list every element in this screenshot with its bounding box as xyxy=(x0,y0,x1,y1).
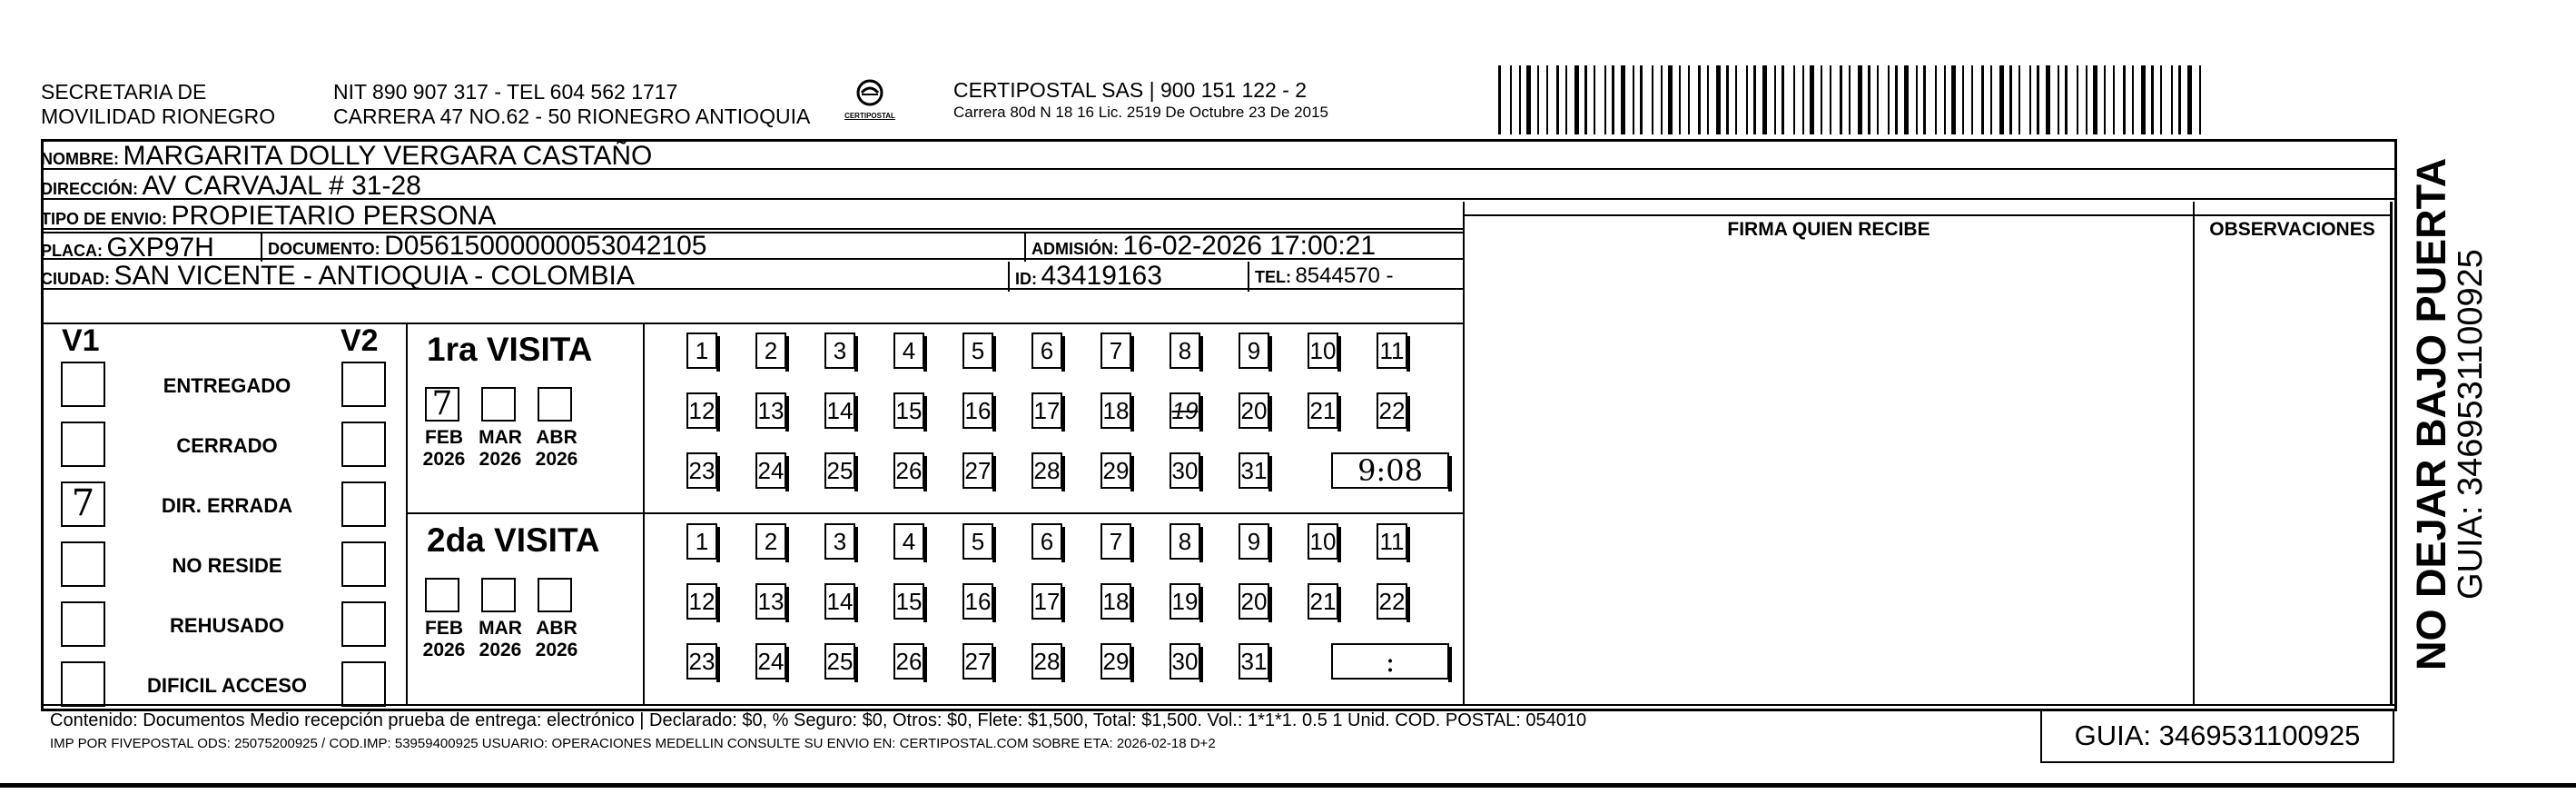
nit-line: NIT 890 907 317 - TEL 604 562 1717 xyxy=(333,80,678,104)
day-box[interactable]: 12 xyxy=(686,583,717,620)
visit1-title: 1ra VISITA xyxy=(427,331,593,368)
status-divider xyxy=(406,324,408,704)
day-box[interactable]: 1 xyxy=(686,523,717,560)
day-box[interactable]: 19 xyxy=(1170,392,1200,429)
day-box[interactable]: 10 xyxy=(1308,332,1338,369)
documento-cell xyxy=(261,232,706,262)
placa-label: PLACA: xyxy=(41,242,103,260)
footer-line-2: IMP POR FIVEPOSTAL ODS: 25075200925 / COD.IMP: 53959400925 USUARIO: OPERACIONES MEDELLIN CONSULTE SU ENVIO EN: CERTIPOSTAL.COM SOBRE ETA: 2026-02-18 D+2 xyxy=(50,736,1216,751)
visit2-title: 2da VISITA xyxy=(427,521,600,559)
signature-area[interactable] xyxy=(1465,245,2193,704)
day-box[interactable]: 31 xyxy=(1239,452,1269,489)
days-divider xyxy=(643,324,645,704)
status-v2-checkbox[interactable] xyxy=(341,601,386,647)
status-v1-checkbox[interactable] xyxy=(61,362,105,407)
month-checkbox[interactable] xyxy=(481,387,516,422)
day-box[interactable]: 31 xyxy=(1239,643,1269,680)
day-box[interactable]: 5 xyxy=(962,332,993,369)
day-box[interactable]: 11 xyxy=(1377,523,1407,560)
certipostal-logo-icon xyxy=(850,78,890,107)
visit-divider xyxy=(406,512,1463,514)
status-option-label: REHUSADO xyxy=(170,614,284,637)
day-box[interactable]: 9 xyxy=(1239,332,1269,369)
month-label xyxy=(412,618,476,661)
time-box[interactable]: 9:08 xyxy=(1331,452,1449,489)
status-v1-checkbox[interactable] xyxy=(61,541,105,587)
documento-value: D05615000000053042105 xyxy=(384,231,707,261)
day-box[interactable]: 20 xyxy=(1239,583,1269,620)
firma-label: FIRMA QUIEN RECIBE xyxy=(1727,219,1930,240)
status-v1-checkbox[interactable] xyxy=(61,422,105,467)
nombre-label: NOMBRE: xyxy=(41,150,119,168)
day-box[interactable]: 24 xyxy=(755,643,786,680)
day-box[interactable]: 26 xyxy=(893,452,924,489)
day-box[interactable]: 17 xyxy=(1031,583,1062,620)
status-option-label: CERRADO xyxy=(176,434,278,457)
courier-info xyxy=(953,78,1328,123)
status-v2-checkbox[interactable] xyxy=(341,541,386,587)
tel-value: 8544570 - xyxy=(1295,263,1394,288)
day-box[interactable]: 24 xyxy=(755,452,786,489)
month-label xyxy=(469,427,532,471)
footer-line-1: Contenido: Documentos Medio recepción prueba de entrega: electrónico | Declarado: $0, % Seguro: $0, Otros: $0, Flete: $1,500, Total: $1,500. Vol.: 1*1*1. 0.5 1 Unid. COD. POSTAL: 054010 xyxy=(50,710,1587,730)
nombre-value: MARGARITA DOLLY VERGARA CASTAÑO xyxy=(123,141,653,171)
tipo-envio-value: PROPIETARIO PERSONA xyxy=(171,201,497,231)
status-top-line xyxy=(41,323,1463,324)
status-v1-checkbox[interactable] xyxy=(61,601,105,647)
ciudad-label: CIUDAD: xyxy=(41,270,110,288)
status-v1-checkbox[interactable]: 7 xyxy=(61,481,105,527)
v1-label: V1 xyxy=(62,323,100,358)
day-box[interactable]: 16 xyxy=(962,392,993,429)
day-box[interactable]: 23 xyxy=(686,643,717,680)
address-line: CARRERA 47 NO.62 - 50 RIONEGRO ANTIOQUIA xyxy=(333,104,811,128)
tipo-envio-label: TIPO DE ENVIO: xyxy=(41,210,168,228)
observaciones-label: OBSERVACIONES xyxy=(2209,219,2375,240)
courier-line-2: Carrera 80d N 18 16 Lic. 2519 De Octubre 23 De 2015 xyxy=(953,104,1328,121)
status-option-label: DIFICIL ACCESO xyxy=(146,674,307,697)
org-line-1: SECRETARIA DE xyxy=(41,80,207,104)
day-box[interactable]: 28 xyxy=(1031,452,1062,489)
day-box[interactable]: 8 xyxy=(1170,523,1200,560)
tel-label: TEL: xyxy=(1255,268,1291,286)
day-box[interactable]: 14 xyxy=(824,392,855,429)
day-box[interactable]: 13 xyxy=(755,583,786,620)
month-name: FEB xyxy=(425,427,463,448)
day-box[interactable]: 29 xyxy=(1100,643,1131,680)
day-box[interactable]: 9 xyxy=(1239,523,1269,560)
day-box[interactable]: 30 xyxy=(1170,452,1200,489)
time-box[interactable]: : xyxy=(1331,643,1449,680)
observations-area[interactable] xyxy=(2195,245,2390,704)
day-box[interactable]: 25 xyxy=(824,452,855,489)
scan-edge xyxy=(0,783,2576,788)
status-option-label: NO RESIDE xyxy=(172,554,282,577)
day-box[interactable]: 7 xyxy=(1100,332,1131,369)
direccion-value: AV CARVAJAL # 31-28 xyxy=(142,171,421,201)
org-name xyxy=(41,80,275,129)
day-box[interactable]: 4 xyxy=(893,332,924,369)
documento-label: DOCUMENTO: xyxy=(268,240,380,258)
day-box[interactable]: 5 xyxy=(962,523,993,560)
month-year: 2026 xyxy=(422,640,466,660)
org-line-2: MOVILIDAD RIONEGRO xyxy=(41,104,276,128)
no-dejar-bajo-puerta: NO DEJAR BAJO PUERTA xyxy=(2408,157,2454,670)
month-name: MAR xyxy=(479,618,522,639)
month-name: ABR xyxy=(536,427,577,448)
month-name: FEB xyxy=(425,618,463,639)
footer-top-line xyxy=(41,704,2394,706)
day-box[interactable]: 8 xyxy=(1170,332,1200,369)
month-checkbox[interactable]: 7 xyxy=(425,387,459,422)
day-box[interactable]: 27 xyxy=(962,643,993,680)
day-box[interactable]: 29 xyxy=(1100,452,1131,489)
day-box[interactable]: 21 xyxy=(1308,392,1338,429)
id-value: 43419163 xyxy=(1041,261,1162,291)
month-label xyxy=(469,618,532,661)
day-box[interactable]: 16 xyxy=(962,583,993,620)
day-box[interactable]: 18 xyxy=(1100,392,1131,429)
status-v2-checkbox[interactable] xyxy=(341,422,386,467)
status-option-label: DIR. ERRADA xyxy=(161,494,293,517)
day-box[interactable]: 2 xyxy=(755,332,786,369)
day-box[interactable]: 15 xyxy=(893,583,924,620)
day-box[interactable]: 28 xyxy=(1031,643,1062,680)
month-year: 2026 xyxy=(479,449,522,470)
month-checkbox[interactable] xyxy=(538,578,572,612)
tipo-envio-row xyxy=(41,202,1465,230)
nombre-row xyxy=(41,142,2394,170)
day-box[interactable]: 22 xyxy=(1377,392,1407,429)
day-box[interactable]: 13 xyxy=(755,392,786,429)
firma-header-line xyxy=(1463,214,2393,216)
placa-value: GXP97H xyxy=(106,233,214,263)
day-box[interactable]: 1 xyxy=(686,332,717,369)
day-box[interactable]: 30 xyxy=(1170,643,1200,680)
status-v2-checkbox[interactable] xyxy=(341,661,386,707)
day-box[interactable]: 25 xyxy=(824,643,855,680)
observaciones-right-border xyxy=(2390,202,2393,704)
status-option-label: ENTREGADO xyxy=(163,374,291,397)
admision-label: ADMISIÓN: xyxy=(1031,240,1119,258)
tel-cell xyxy=(1248,262,1394,292)
status-v2-checkbox[interactable] xyxy=(341,362,386,407)
month-year: 2026 xyxy=(479,640,522,660)
day-box[interactable]: 22 xyxy=(1377,583,1407,620)
day-box[interactable]: 26 xyxy=(893,643,924,680)
month-label xyxy=(525,618,588,661)
day-box[interactable]: 3 xyxy=(824,523,855,560)
status-v2-checkbox[interactable] xyxy=(341,481,386,527)
month-checkbox[interactable] xyxy=(538,387,572,422)
month-checkbox[interactable] xyxy=(481,578,516,612)
footer-guia-box: GUIA: 3469531100925 xyxy=(2040,709,2394,763)
month-name: ABR xyxy=(536,618,577,639)
day-box[interactable]: 4 xyxy=(893,523,924,560)
barcode xyxy=(1498,65,2216,134)
month-year: 2026 xyxy=(535,449,578,470)
day-box[interactable]: 19 xyxy=(1170,583,1200,620)
month-name: MAR xyxy=(479,427,522,448)
month-label xyxy=(412,427,476,471)
day-box[interactable]: 14 xyxy=(824,583,855,620)
day-box[interactable]: 6 xyxy=(1031,332,1062,369)
ciudad-value: SAN VICENTE - ANTIOQUIA - COLOMBIA xyxy=(114,261,635,291)
courier-line-1: CERTIPOSTAL SAS | 900 151 122 - 2 xyxy=(953,78,1308,102)
direccion-row xyxy=(41,172,2394,200)
day-box[interactable]: 23 xyxy=(686,452,717,489)
id-cell xyxy=(1008,262,1162,292)
day-box[interactable]: 17 xyxy=(1031,392,1062,429)
month-year: 2026 xyxy=(535,640,578,660)
admision-value: 16-02-2026 17:00:21 xyxy=(1122,231,1377,261)
day-box[interactable]: 6 xyxy=(1031,523,1062,560)
day-box[interactable]: 15 xyxy=(893,392,924,429)
day-box[interactable]: 20 xyxy=(1239,392,1269,429)
day-box[interactable]: 27 xyxy=(962,452,993,489)
v2-label: V2 xyxy=(341,323,379,358)
direccion-label: DIRECCIÓN: xyxy=(41,180,138,198)
month-checkbox[interactable] xyxy=(425,578,459,612)
day-box[interactable]: 12 xyxy=(686,392,717,429)
day-box[interactable]: 2 xyxy=(755,523,786,560)
month-label xyxy=(525,427,588,471)
day-box[interactable]: 3 xyxy=(824,332,855,369)
admision-cell xyxy=(1024,232,1376,262)
day-box[interactable]: 7 xyxy=(1100,523,1131,560)
logo-text: CERTIPOSTAL xyxy=(844,112,895,120)
day-box[interactable]: 10 xyxy=(1308,523,1338,560)
day-box[interactable]: 18 xyxy=(1100,583,1131,620)
org-contact xyxy=(333,80,810,129)
day-box[interactable]: 21 xyxy=(1308,583,1338,620)
side-guia: GUIA: 3469531100925 xyxy=(2452,249,2490,600)
id-label: ID: xyxy=(1015,270,1037,288)
month-year: 2026 xyxy=(422,449,466,470)
day-box[interactable]: 11 xyxy=(1377,332,1407,369)
certipostal-logo xyxy=(837,78,903,124)
status-v1-checkbox[interactable] xyxy=(61,661,105,707)
